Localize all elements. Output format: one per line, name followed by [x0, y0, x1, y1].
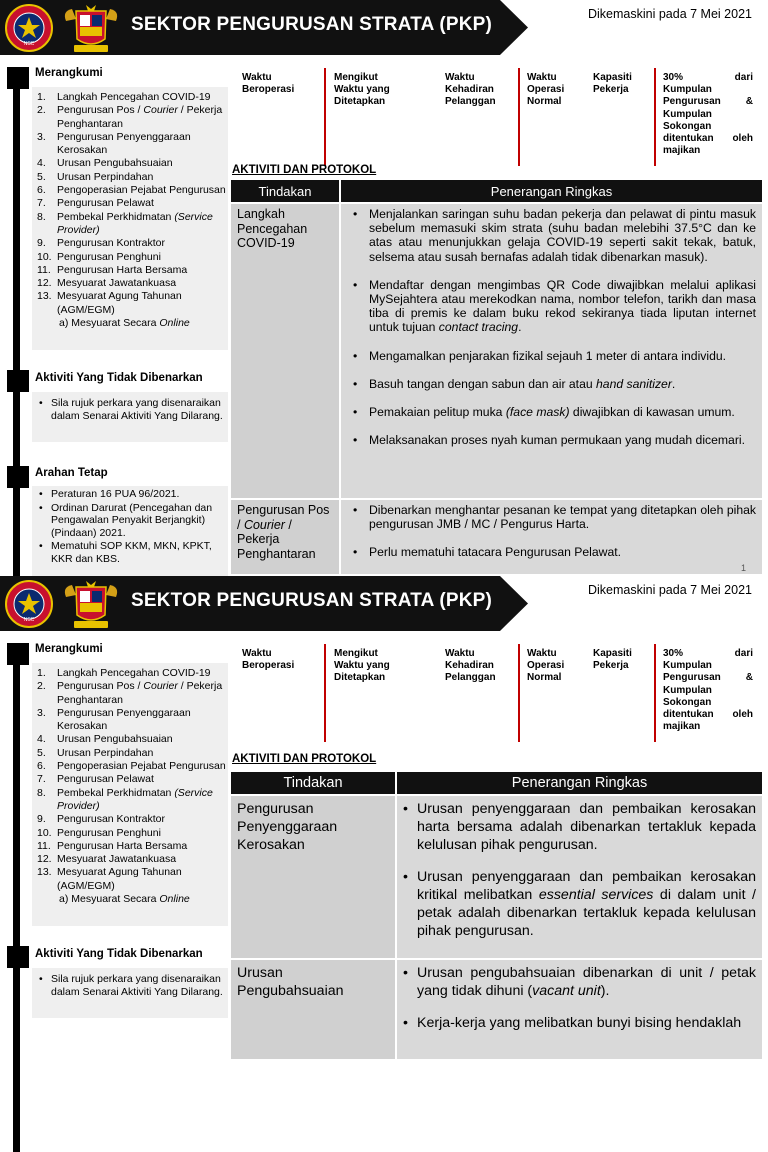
capacity-line: [663, 648, 753, 660]
point-text: ).: [600, 983, 610, 999]
list-item: [37, 157, 227, 170]
sidebar-marker: [7, 946, 29, 968]
info-fixed-hours: Mengikut Waktu yang Ditetapkan: [334, 72, 390, 108]
capacity-line: [663, 133, 753, 145]
action-cell: Urusan Pengubahsuaian: [231, 959, 396, 1059]
item-number: 11.: [37, 263, 51, 276]
item-number: a): [59, 893, 72, 906]
item-text: / Pekerja Penghantaran: [57, 680, 223, 706]
list-item: [37, 667, 227, 680]
item-text: Pengurusan Kontraktor: [57, 813, 165, 826]
item-text: Pengurusan Penyenggaraan Kerosakan: [57, 130, 191, 157]
item-number: 13.: [37, 290, 52, 303]
item-text: Pengoperasian Pejabat Pengurusan: [57, 184, 226, 197]
item-text: Pengurusan Harta Bersama: [57, 839, 188, 852]
item-text: Pengurusan Pelawat: [57, 773, 154, 786]
capacity-line: [663, 672, 753, 684]
item-number: 7.: [37, 197, 46, 210]
point-text: .: [671, 376, 676, 391]
item-number: 1.: [37, 667, 46, 679]
info-row: [236, 642, 766, 746]
item-text: Pembekal Perkhidmatan: [57, 210, 175, 223]
description-point: [347, 503, 756, 531]
item-number: 13.: [37, 866, 52, 879]
svg-text:NSC: NSC: [23, 41, 35, 47]
page-number: 1: [741, 563, 747, 573]
list-item: • Mematuhi SOP KKM, MKN, KPKT, KKR dan KBS.: [37, 540, 227, 565]
item-number: 5.: [37, 170, 46, 183]
item-text-italic: Online: [159, 893, 190, 906]
updated-date: Dikemaskini pada 7 Mei 2021: [588, 583, 752, 597]
item-text: Pengurusan Penghuni: [57, 826, 161, 839]
page-title: SEKTOR PENGURUSAN STRATA (PKP): [131, 14, 493, 35]
item-text-italic: (Service Provider): [57, 786, 213, 812]
action-cell: Pengurusan Penyenggaraan Kerosakan: [231, 795, 396, 959]
item-text: Pembekal Perkhidmatan: [57, 786, 175, 799]
info-customer-hours: Waktu Kehadiran Pelanggan: [445, 648, 496, 684]
capacity-line: [663, 96, 753, 108]
prohibited-list: [37, 397, 227, 423]
divider: [518, 68, 520, 166]
point-text: Basuh tangan dengan sabun dan air atau: [369, 376, 597, 391]
description-point: [403, 964, 756, 1000]
point-text: Mendaftar dengan mengimbas QR Code diwajibkan melalui aplikasi MySejahtera atau merekodkan nama, nombor telefon, tarikh dan masa tiba di premis ke dalam buku rekod sekiranya tiada liputan internet untuk tujuan: [369, 277, 756, 335]
description-point: [347, 405, 756, 419]
point-text: Pemakaian pelitup muka: [369, 405, 506, 420]
point-text: Urusan pengubahsuaian dibenarkan di unit / petak yang tidak dihuni (: [417, 965, 756, 999]
point-text-italic: vacant unit: [532, 983, 601, 999]
list-item: [37, 840, 227, 853]
table-row: [231, 499, 762, 574]
page-title: SEKTOR PENGURUSAN STRATA (PKP): [131, 590, 493, 611]
description-point: [347, 545, 756, 559]
item-number: 9.: [37, 237, 46, 250]
item-text: Pengurusan Pos /: [57, 104, 144, 117]
point-text: Menjalankan saringan suhu badan pekerja dan pelawat di pintu masuk sebelum memasuki skim strata (suhu badan melebihi 37.5°C dan ke atas atau menunjukkan gelaja COVID-19 seperti sakit tekak, batuk, selsema atau susah bernafas adalah tidak dibenarkan masuk).: [369, 207, 756, 264]
item-text: Mesyuarat Jawatankuasa: [57, 277, 177, 290]
sidebar-marker: [7, 643, 29, 665]
capacity-word: majikan: [663, 145, 701, 157]
item-number: 2.: [37, 104, 46, 117]
info-capacity: Kapasiti Pekerja: [593, 72, 632, 96]
table-row: [231, 203, 762, 499]
point-text-italic: contact tracing: [438, 320, 519, 335]
description-cell: [396, 959, 762, 1059]
item-text: Langkah Pencegahan COVID-19: [57, 667, 211, 679]
standing-list: [37, 488, 227, 567]
list-item: [37, 264, 227, 277]
capacity-word: &: [745, 96, 753, 108]
item-text: Urusan Perpindahan: [57, 170, 154, 183]
capacity-word: Kumpulan: [663, 84, 712, 96]
item-text: Pengurusan Penyenggaraan Kerosakan: [57, 706, 191, 733]
item-text: Pengoperasian Pejabat Pengurusan: [57, 760, 226, 773]
item-text: Mesyuarat Agung Tahunan (AGM/EGM): [57, 290, 182, 316]
description-point: [347, 278, 756, 335]
description-point: [403, 800, 756, 854]
list-item: [37, 251, 227, 264]
protocol-table: [231, 772, 762, 1059]
point-text: diwajibkan di kawasan umum.: [569, 405, 735, 420]
sidebar-line: [13, 646, 20, 1152]
info-normal-hours: Waktu Operasi Normal: [527, 72, 565, 108]
sidebar-marker: [7, 370, 29, 392]
capacity-word: ditentukan: [663, 709, 714, 721]
list-item: [37, 773, 227, 786]
table-row: [231, 795, 762, 959]
item-text: Mesyuarat Agung Tahunan (AGM/EGM): [57, 866, 182, 892]
item-text: Mesyuarat Secara: [71, 893, 160, 906]
description-cell: [396, 795, 762, 959]
capacity-line: [663, 709, 753, 721]
capacity-word: 30%: [663, 72, 684, 83]
info-capacity-value: [663, 72, 753, 157]
description-point: [347, 349, 756, 363]
description-point: [347, 433, 756, 447]
point-text: Perlu mematuhi tatacara Pengurusan Pelawat.: [369, 545, 622, 560]
section-title: AKTIVITI DAN PROTOKOL: [232, 164, 377, 176]
list-item: [37, 171, 227, 184]
capacity-line: [663, 121, 753, 133]
nsc-logo-icon: [2, 3, 56, 53]
item-number: 4.: [37, 157, 46, 170]
item-text-italic: (Service Provider): [57, 210, 213, 236]
info-customer-hours: Waktu Kehadiran Pelanggan: [445, 72, 496, 108]
list-item: [37, 866, 227, 893]
protocol-table: [231, 180, 762, 574]
list-item: [37, 827, 227, 840]
item-text: / Pekerja Penghantaran: [57, 104, 223, 130]
list-item: [37, 91, 227, 104]
list-item: [37, 813, 227, 826]
point-text: Urusan penyenggaraan dan pembaikan kerosakan harta bersama adalah dibenarkan tertakluk kepada kelulusan pihak pengurusan.: [417, 801, 756, 853]
item-number: 4.: [37, 733, 46, 746]
list-item: [37, 707, 227, 734]
sidebar-marker: [7, 67, 29, 89]
header-description: Penerangan Ringkas: [396, 772, 762, 795]
item-number: 2.: [37, 680, 46, 693]
capacity-word: Kumpulan: [663, 108, 712, 120]
standing-title: Arahan Tetap: [35, 467, 108, 479]
capacity-word: Sokongan: [663, 120, 712, 132]
item-number: 10.: [37, 826, 52, 839]
divider: [324, 644, 326, 742]
description-point: [403, 868, 756, 940]
item-text: Mesyuarat Secara: [71, 317, 160, 330]
capacity-word: &: [745, 672, 753, 684]
item-text: Urusan Pengubahsuaian: [57, 733, 173, 746]
nsc-logo-icon: [2, 579, 56, 629]
item-number: 8.: [37, 210, 46, 223]
point-text: Mengamalkan penjarakan fizikal sejauh 1 meter di antara individu.: [369, 348, 727, 363]
item-number: 6.: [37, 184, 46, 197]
item-text: Pengurusan Kontraktor: [57, 237, 165, 250]
list-item: • Peraturan 16 PUA 96/2021.: [37, 488, 227, 501]
item-text: Pengurusan Pelawat: [57, 197, 154, 210]
capacity-word: oleh: [732, 709, 753, 721]
point-text-italic: essential services: [538, 887, 654, 903]
item-number: 7.: [37, 773, 46, 786]
updated-date: Dikemaskini pada 7 Mei 2021: [588, 7, 752, 21]
capacity-word: 30%: [663, 648, 684, 659]
description-cell: [340, 499, 762, 574]
list-item: • Sila rujuk perkara yang disenaraikan dalam Senarai Aktiviti Yang Dilarang.: [37, 397, 227, 422]
coat-of-arms-icon: [58, 3, 124, 55]
capacity-line: [663, 721, 753, 733]
item-text-italic: Courier: [143, 104, 178, 117]
capacity-line: [663, 72, 753, 84]
divider: [654, 68, 656, 166]
item-number: 9.: [37, 813, 46, 826]
item-number: a): [59, 317, 72, 330]
list-item: • Ordinan Darurat (Pencegahan dan Pengawalan Penyakit Berjangkit) (Pindaan) 2021.: [37, 502, 227, 540]
sidebar-marker: [7, 466, 29, 488]
list-item: [37, 197, 227, 210]
info-operating-hours: Waktu Beroperasi: [242, 648, 295, 672]
info-row: [236, 66, 766, 170]
item-text: Urusan Pengubahsuaian: [57, 157, 173, 170]
item-number: 11.: [37, 839, 51, 852]
list-item: [37, 787, 227, 814]
action-cell: Langkah Pencegahan COVID-19: [231, 203, 340, 499]
table-row: [231, 959, 762, 1059]
item-text: Pengurusan Pos /: [57, 680, 144, 693]
item-text: Pengurusan Penghuni: [57, 250, 161, 263]
list-item: [37, 853, 227, 866]
info-capacity: Kapasiti Pekerja: [593, 648, 632, 672]
item-number: 6.: [37, 760, 46, 773]
item-number: 10.: [37, 250, 52, 263]
capacity-word: dari: [734, 72, 753, 83]
capacity-line: [663, 109, 753, 121]
header-action: Tindakan: [231, 180, 340, 203]
item-number: 5.: [37, 746, 46, 759]
description-point: [347, 377, 756, 391]
list-item: [37, 317, 227, 330]
item-text: Mesyuarat Jawatankuasa: [57, 853, 177, 866]
info-operating-hours: Waktu Beroperasi: [242, 72, 295, 96]
list-item: • Sila rujuk perkara yang disenaraikan dalam Senarai Aktiviti Yang Dilarang.: [37, 973, 227, 998]
list-item: [37, 211, 227, 238]
list-item: [37, 680, 227, 707]
capacity-word: Sokongan: [663, 696, 712, 708]
coat-of-arms-icon: [58, 579, 124, 631]
list-item: [37, 747, 227, 760]
list-item: [37, 131, 227, 158]
capacity-line: [663, 84, 753, 96]
list-item: [37, 104, 227, 131]
divider: [324, 68, 326, 166]
capacity-word: Pengurusan: [663, 96, 721, 108]
action-cell: Pengurusan Pos / Courier / Pekerja Penghantaran: [231, 499, 340, 574]
capacity-word: dari: [734, 648, 753, 659]
document-page-2: [0, 576, 768, 1152]
item-number: 3.: [37, 706, 46, 719]
point-text: Urusan penyenggaraan dan pembaikan kerosakan kritikal melibatkan: [417, 869, 756, 903]
capacity-word: majikan: [663, 721, 701, 733]
prohibited-list: [37, 973, 227, 999]
section-title: AKTIVITI DAN PROTOKOL: [232, 753, 377, 765]
header-description: Penerangan Ringkas: [340, 180, 762, 203]
summary-list: [37, 667, 227, 906]
list-item: [37, 184, 227, 197]
item-number: 12.: [37, 277, 52, 290]
capacity-word: Pengurusan: [663, 672, 721, 684]
capacity-word: ditentukan: [663, 133, 714, 145]
point-text-italic: (face mask): [505, 405, 570, 420]
description-point: [403, 1014, 756, 1032]
item-text: Urusan Perpindahan: [57, 746, 154, 759]
capacity-line: [663, 145, 753, 157]
point-text: .: [518, 320, 522, 335]
point-text-italic: hand sanitizer: [596, 376, 672, 391]
description-cell: [340, 203, 762, 499]
item-number: 1.: [37, 91, 46, 103]
divider: [654, 644, 656, 742]
divider: [518, 644, 520, 742]
description-point: [347, 207, 756, 264]
prohibited-title: Aktiviti Yang Tidak Dibenarkan: [35, 372, 203, 384]
capacity-line: [663, 697, 753, 709]
item-text-italic: Online: [159, 317, 190, 330]
capacity-word: Kumpulan: [663, 660, 712, 672]
item-number: 3.: [37, 130, 46, 143]
list-item: [37, 760, 227, 773]
info-fixed-hours: Mengikut Waktu yang Ditetapkan: [334, 648, 390, 684]
prohibited-title: Aktiviti Yang Tidak Dibenarkan: [35, 948, 203, 960]
point-text: Dibenarkan menghantar pesanan ke tempat yang ditetapkan oleh pihak pengurusan JMB / MC / Pengurus Harta.: [369, 503, 756, 532]
list-item: [37, 893, 227, 906]
list-item: [37, 277, 227, 290]
capacity-word: oleh: [732, 133, 753, 145]
info-capacity-value: [663, 648, 753, 733]
summary-list: [37, 91, 227, 330]
item-text: Langkah Pencegahan COVID-19: [57, 91, 211, 103]
info-normal-hours: Waktu Operasi Normal: [527, 648, 565, 684]
summary-title: Merangkumi: [35, 643, 103, 655]
summary-title: Merangkumi: [35, 67, 103, 79]
capacity-word: Kumpulan: [663, 684, 712, 696]
list-item: [37, 290, 227, 317]
sidebar-line: [13, 70, 20, 576]
point-text: Melaksanakan proses nyah kuman permukaan yang mudah dicemari.: [369, 433, 745, 448]
item-number: 12.: [37, 853, 52, 866]
header-action: Tindakan: [231, 772, 396, 795]
item-text-italic: Courier: [143, 680, 178, 693]
item-number: 8.: [37, 786, 46, 799]
svg-text:NSC: NSC: [23, 617, 35, 623]
point-text: di dalam unit / petak adalah dibenarkan tertakluk kepada kelulusan pihak pengurusan.: [417, 887, 756, 939]
capacity-line: [663, 685, 753, 697]
point-text: Kerja-kerja yang melibatkan bunyi bising hendaklah: [417, 1015, 742, 1031]
list-item: [37, 237, 227, 250]
list-item: [37, 733, 227, 746]
capacity-line: [663, 660, 753, 672]
item-text: Pengurusan Harta Bersama: [57, 263, 188, 276]
